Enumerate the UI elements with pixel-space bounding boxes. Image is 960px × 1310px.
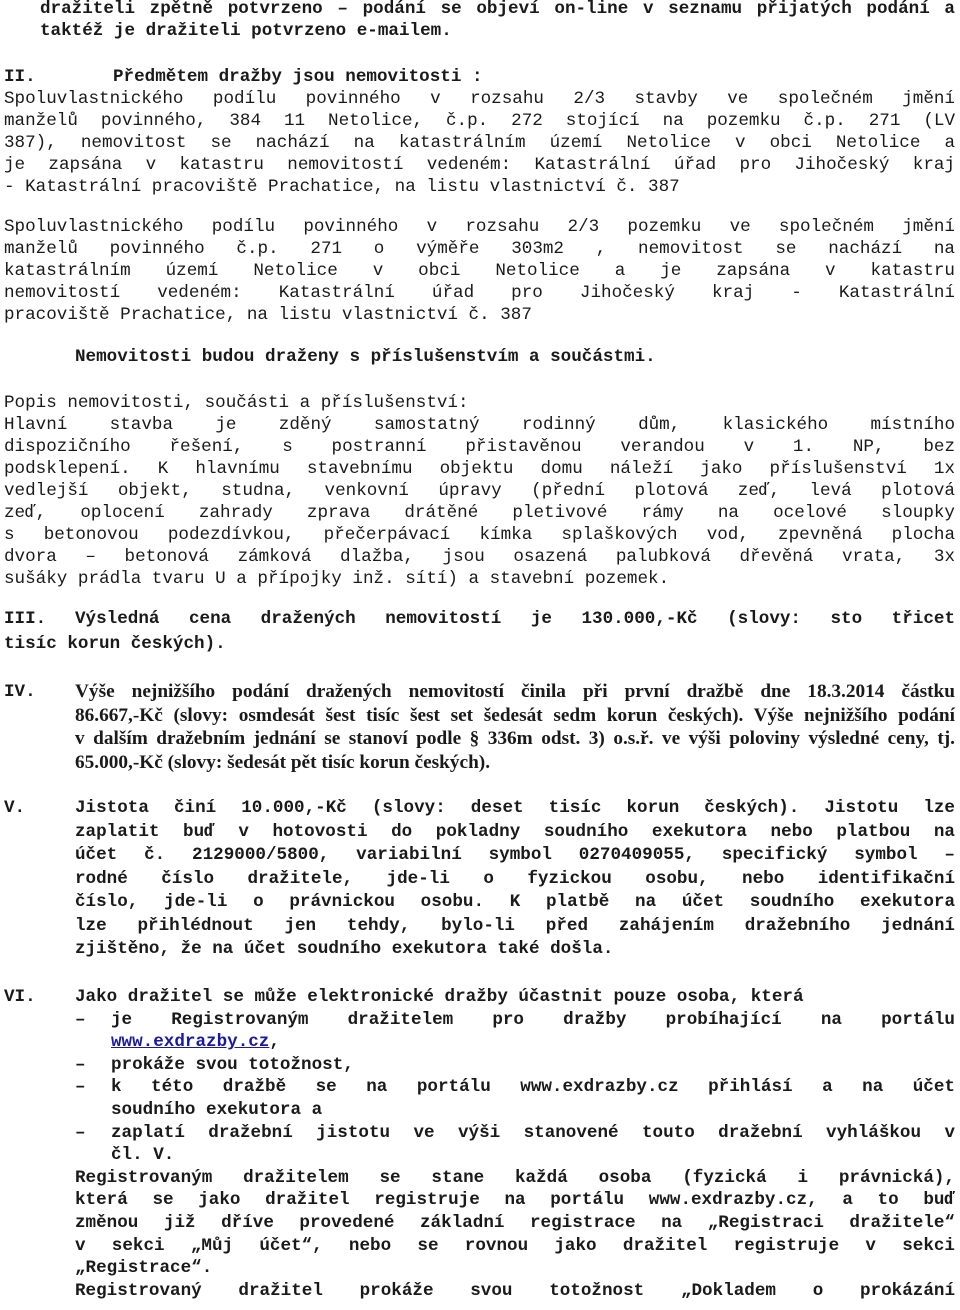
section-3 (4, 608, 955, 655)
bullet-1-line-1: je Registrovaným dražitelem pro dražby probíhající na portálu (111, 1009, 955, 1030)
section-4 (4, 680, 955, 775)
registration-line-4: v sekci „Můj účet“, nebo se rovnou jako dražitel registruje v sekci (75, 1235, 955, 1256)
section-3-line-1: Výsledná cena dražených nemovitostí je 130.000,-Kč (slovy: sto třicet (75, 609, 955, 629)
accessories-note: Nemovitosti budou draženy s příslušenstvím a součástmi. (75, 347, 656, 367)
bullet-3-line-1: k této dražbě se na portálu www.exdrazby.cz přihlásí a na účet (111, 1077, 955, 1098)
bullet-4-line-1: zaplatí dražební jistotu ve výši stanovené touto dražební vyhláškou v (111, 1122, 955, 1143)
section-6-number: VI. (4, 987, 36, 1007)
bullet-2-text: prokáže svou totožnost, (111, 1054, 354, 1075)
section-3-row (4, 608, 955, 630)
description-line-3: podsklepení. K hlavnímu stavebnímu objektu domu náleží jako příslušenství 1x (4, 459, 955, 479)
section-5-line-5: číslo, jde-li o právnickou osobu. K platbě na účet soudního exekutora (75, 892, 955, 912)
section-5-line-6: lze přihlédnout jen tehdy, bylo-li před zahájením dražebního jednání (75, 915, 955, 936)
section-6-intro: Jako dražitel se může elektronické dražby účastnit pouze osoba, která (75, 987, 804, 1007)
intro-line-1: dražiteli zpětně potvrzeno – podání se objeví on-line v seznamu přijatých podání a (40, 0, 955, 19)
section-2-p1-line-3: 387), nemovitost se nachází na katastrálním území Netolice v obci Netolice a (4, 133, 955, 153)
registration-line-1: Registrovaným dražitelem se stane každá osoba (fyzická i právnická), (75, 1167, 955, 1188)
description-line-5: zeď, oplocení zahrady zprava drátěné pletivové rámy na ocelové sloupky (4, 503, 955, 523)
section-2-p1-line-2: manželů povinného, 384 11 Netolice, č.p. 272 stojící na pozemku č.p. 271 (LV (4, 111, 955, 131)
exdrazby-link[interactable]: www.exdrazby.cz (111, 1032, 270, 1053)
description-line-4: vedlejší objekt, studna, venkovní úpravy (přední plotová zeď, levá plotová (4, 481, 955, 501)
bullet-identity (75, 1054, 955, 1077)
bullet-dash: – (75, 1054, 86, 1075)
section-2-paragraph-2 (4, 216, 955, 326)
section-3-number: III. (4, 609, 47, 629)
section-5-line-1: Jistota činí 10.000,-Kč (slovy: deset tisíc korun českých). Jistotu lze (75, 798, 955, 818)
description-block (4, 392, 955, 590)
section-2-p2-line-1: Spoluvlastnického podílu povinného v rozsahu 2/3 pozemku ve společném jmění (4, 217, 955, 237)
section-4-line-4: 65.000,-Kč (slovy: šedesát pět tisíc korun českých). (75, 752, 491, 774)
section-4-line-1: Výše nejnižšího podání dražených nemovitostí činila při první dražbě dne 18.3.2014 částku (75, 681, 955, 702)
section-2-heading (4, 66, 955, 88)
description-line-1: Hlavní stavba je zděný samostatný rodinný dům, klasického místního (4, 415, 955, 435)
bullet-3-line-2: soudního exekutora a (111, 1099, 323, 1120)
section-2-title: Předmětem dražby jsou nemovitosti : (113, 67, 483, 87)
section-5-line-3: účet č. 2129000/5800, variabilní symbol 0270409055, specifický symbol – (75, 845, 955, 865)
identity-proof-line: Registrovaný dražitel prokáže svou totožnost „Dokladem o prokázání (75, 1280, 955, 1301)
bullet-dash: – (75, 1122, 86, 1143)
description-line-7: dvora – betonová zámková dlažba, jsou osazená palubková dřevěná vrata, 3x (4, 547, 955, 567)
bullet-registered-bidder (75, 1009, 955, 1054)
section-2-number: II. (4, 67, 36, 87)
description-line-2: dispozičního řešení, s postranní přistavěnou verandou v 1. NP, bez (4, 437, 955, 457)
intro-line-2: taktéž je dražiteli potvrzeno e-mailem. (40, 21, 452, 41)
section-2-p1-line-5: - Katastrální pracoviště Prachatice, na listu vlastnictví č. 387 (4, 177, 680, 197)
section-3-line-2: tisíc korun českých). (4, 634, 226, 654)
section-6 (4, 986, 955, 1302)
bullet-1-comma: , (269, 1032, 280, 1053)
bullet-dash: – (75, 1009, 86, 1030)
section-2-p2-line-5: pracoviště Prachatice, na listu vlastnictví č. 387 (4, 305, 532, 325)
section-2-p1-line-1: Spoluvlastnického podílu povinného v rozsahu 2/3 stavby ve společném jmění (4, 89, 955, 109)
description-line-6: s betonovou podezdívkou, přečerpávací kímka splaškových vod, zpevněná plocha (4, 525, 955, 545)
bullet-deposit (75, 1122, 955, 1167)
registration-line-3: změnou již dříve provedené základní registrace na „Registraci dražitele“ (75, 1212, 955, 1233)
section-5-line-7: zjištěno, že na účet soudního exekutora také došla. (75, 939, 614, 959)
section-2-p2-line-2: manželů povinného č.p. 271 o výměře 303m2 , nemovitost se nachází na (4, 239, 955, 259)
description-line-8: sušáky prádla tvaru U a přípojky inž. sítí) a stavební pozemek. (4, 569, 670, 589)
registration-line-5: „Registrace“. (75, 1258, 213, 1279)
section-2-p1-line-4: je zapsána v katastru nemovitostí vedeném: Katastrální úřad pro Jihočeský kraj (4, 155, 955, 175)
section-4-number: IV. (4, 682, 36, 702)
intro-block (40, 0, 955, 42)
section-2-p2-line-4: nemovitostí vedeném: Katastrální úřad pro Jihočeský kraj - Katastrální (4, 283, 955, 303)
registration-line-2: která se jako dražitel registruje na portálu www.exdrazby.cz, a to buď (75, 1190, 955, 1211)
bullet-login (75, 1076, 955, 1121)
section-5-line-4: rodné číslo dražitele, jde-li o fyzickou osobu, nebo identifikační (75, 868, 955, 889)
section-4-line-2: 86.667,-Kč (slovy: osmdesát šest tisíc šest set šedesát sedm korun českých). Výše nejnižšího podání (75, 704, 955, 726)
section-2-p2-line-3: katastrálním území Netolice v obci Netolice a je zapsána v katastru (4, 261, 955, 281)
section-2 (4, 66, 955, 198)
description-heading: Popis nemovitosti, součásti a příslušenství: (4, 393, 469, 413)
section-5-number: V. (4, 798, 26, 818)
section-5-line-2: zaplatit buď v hotovosti do pokladny soudního exekutora nebo platbou na (75, 821, 955, 842)
section-4-line-3: v dalším dražebním jednání se stanoví podle § 336m odst. 3) o.s.ř. ve výši poloviny výsledné ceny, tj. (75, 728, 955, 750)
section-5 (4, 797, 955, 962)
bullet-dash: – (75, 1077, 86, 1098)
bullet-4-line-2: čl. V. (111, 1145, 175, 1166)
